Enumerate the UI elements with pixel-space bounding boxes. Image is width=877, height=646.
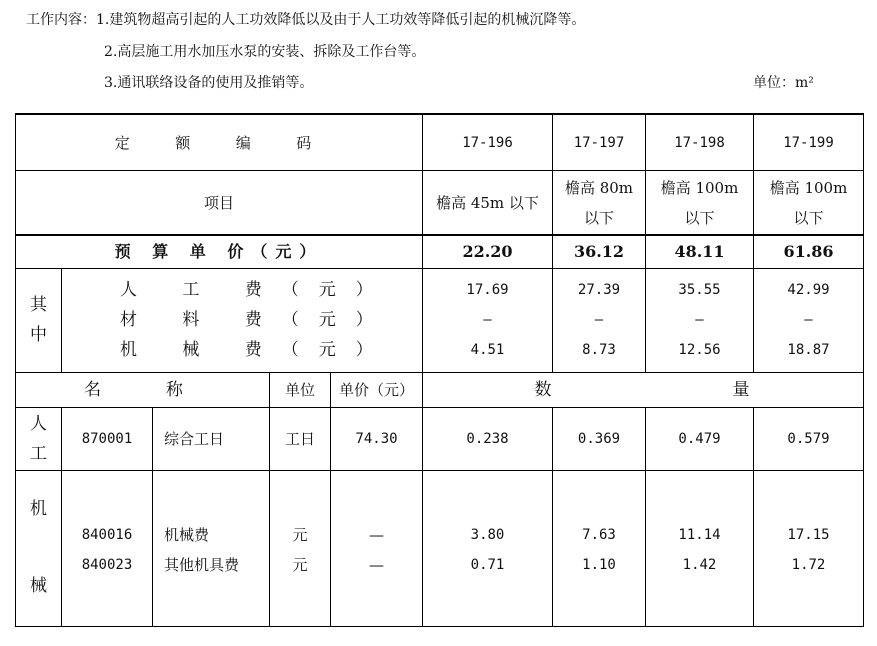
cost-value: — — [695, 312, 704, 328]
cost-value: 27.39 — [577, 282, 621, 298]
machine-prices — [331, 519, 422, 581]
machine-codes — [62, 519, 152, 581]
machine-qty — [423, 519, 552, 581]
among-label-char: 中 — [30, 325, 47, 345]
budget-value: 48.11 — [674, 242, 725, 261]
work-content-item-1: 1.建筑物超高引起的人工功效降低以及由于人工功效等降低引起的机械沉降等。 — [96, 12, 586, 28]
machine-qty-value: 3.80 — [470, 527, 505, 543]
labor-category-char: 人 — [30, 414, 47, 434]
col-header-price: 单价（元） — [338, 381, 414, 399]
cost-label: 机 械 费（元） — [120, 340, 393, 360]
labor-category — [16, 408, 61, 470]
labor-qty: 0.479 — [678, 431, 721, 447]
quota-code: 17-196 — [462, 134, 513, 151]
machine-qty-value: 17.15 — [787, 527, 830, 543]
item-desc — [754, 171, 863, 234]
cost-value: 17.69 — [466, 282, 509, 298]
cost-label: 人 工 费（元） — [120, 280, 393, 300]
code-label — [16, 115, 422, 170]
machine-qty — [553, 519, 645, 581]
machine-qty-value: 0.71 — [470, 557, 505, 573]
budget-value: 22.20 — [462, 242, 513, 261]
machine-name: 其他机具费 — [164, 556, 240, 574]
item-desc — [423, 171, 552, 234]
machine-name: 机械费 — [164, 526, 210, 544]
item-desc-line: 檐高 45m 以下 — [436, 193, 539, 212]
quota-code: 17-198 — [674, 134, 725, 151]
table-border-right — [863, 113, 864, 627]
machine-names — [164, 519, 269, 581]
labor-category-char: 工 — [30, 444, 47, 464]
code-label-text: 定 额 编 码 — [114, 133, 324, 152]
budget-label-text: 预 算 单 价（元） — [114, 242, 324, 261]
quota-code: 17-197 — [573, 134, 625, 151]
item-desc — [646, 171, 753, 234]
labor-price: 74.30 — [355, 431, 398, 447]
cost-label: 材 料 费（元） — [120, 310, 393, 330]
cost-value: 12.56 — [678, 342, 721, 358]
work-content-item-2: 2.高层施工用水加压水泵的安装、拆除及工作台等。 — [104, 44, 426, 60]
work-content-label: 工作内容： — [26, 12, 96, 28]
col-header-name — [16, 373, 269, 407]
item-desc — [553, 171, 645, 234]
cost-value: — — [594, 312, 604, 328]
unit-label: 单位：m² — [753, 75, 814, 91]
row-divider — [15, 268, 864, 269]
col-header-unit: 单位 — [284, 381, 315, 399]
item-desc-line: 檐高 80m — [564, 178, 634, 197]
machine-qty — [646, 519, 753, 581]
labor-qty: 0.238 — [466, 431, 509, 447]
labor-qty: 0.369 — [577, 431, 621, 447]
machine-unit: 元 — [292, 526, 308, 544]
machine-qty-value: 1.72 — [791, 557, 826, 573]
cost-value: — — [804, 312, 813, 328]
item-desc-line: 以下 — [793, 208, 824, 227]
budget-label — [16, 236, 422, 268]
cost-value: 35.55 — [678, 282, 721, 298]
row-divider — [15, 470, 864, 471]
labor-name: 综合工日 — [164, 430, 225, 448]
col-header-qty: 数 — [534, 380, 552, 400]
among-label-char: 其 — [30, 295, 47, 315]
table-border-bottom — [15, 626, 864, 627]
cost-values — [553, 274, 645, 366]
cost-value: 18.87 — [787, 342, 830, 358]
item-label: 项目 — [203, 193, 234, 212]
budget-value: 61.86 — [783, 242, 834, 261]
machine-code: 840016 — [81, 527, 133, 543]
cost-values — [754, 274, 863, 366]
cost-breakdown-labels — [120, 274, 393, 366]
cost-value: 4.51 — [470, 342, 505, 358]
machine-unit: 元 — [292, 556, 308, 574]
budget-value: 36.12 — [573, 242, 625, 261]
col-header-name-text: 名 称 — [84, 380, 201, 400]
work-content-item-3: 3.通讯联络设备的使用及推销等。 — [104, 75, 314, 91]
labor-code: 870001 — [81, 431, 133, 447]
machine-qty — [754, 519, 863, 581]
item-desc-line: 檐高 100m — [769, 178, 848, 197]
labor-unit: 工日 — [284, 430, 315, 448]
cost-value: 8.73 — [582, 342, 616, 358]
col-header-qty: 量 — [732, 380, 750, 400]
cost-value: 42.99 — [787, 282, 830, 298]
quota-code: 17-199 — [783, 134, 834, 151]
col-divider — [152, 407, 153, 627]
machine-price: — — [369, 526, 384, 544]
machine-qty-value: 7.63 — [582, 527, 616, 543]
among-label — [16, 274, 61, 366]
machine-qty-value: 1.10 — [582, 557, 616, 573]
cost-values — [646, 274, 753, 366]
machine-qty-value: 11.14 — [678, 527, 721, 543]
item-desc-line: 以下 — [684, 208, 715, 227]
machine-price: — — [369, 556, 384, 574]
machine-code: 840023 — [81, 557, 133, 573]
machine-qty-value: 1.42 — [682, 557, 717, 573]
cost-values — [423, 274, 552, 366]
col-divider — [61, 268, 62, 372]
item-desc-line: 檐高 100m — [660, 178, 739, 197]
cost-value: — — [483, 312, 492, 328]
machine-units — [270, 519, 330, 581]
machine-category-char: 械 — [30, 576, 47, 596]
item-desc-line: 以下 — [583, 208, 614, 227]
labor-qty: 0.579 — [787, 431, 830, 447]
machine-category-char: 机 — [30, 499, 47, 519]
